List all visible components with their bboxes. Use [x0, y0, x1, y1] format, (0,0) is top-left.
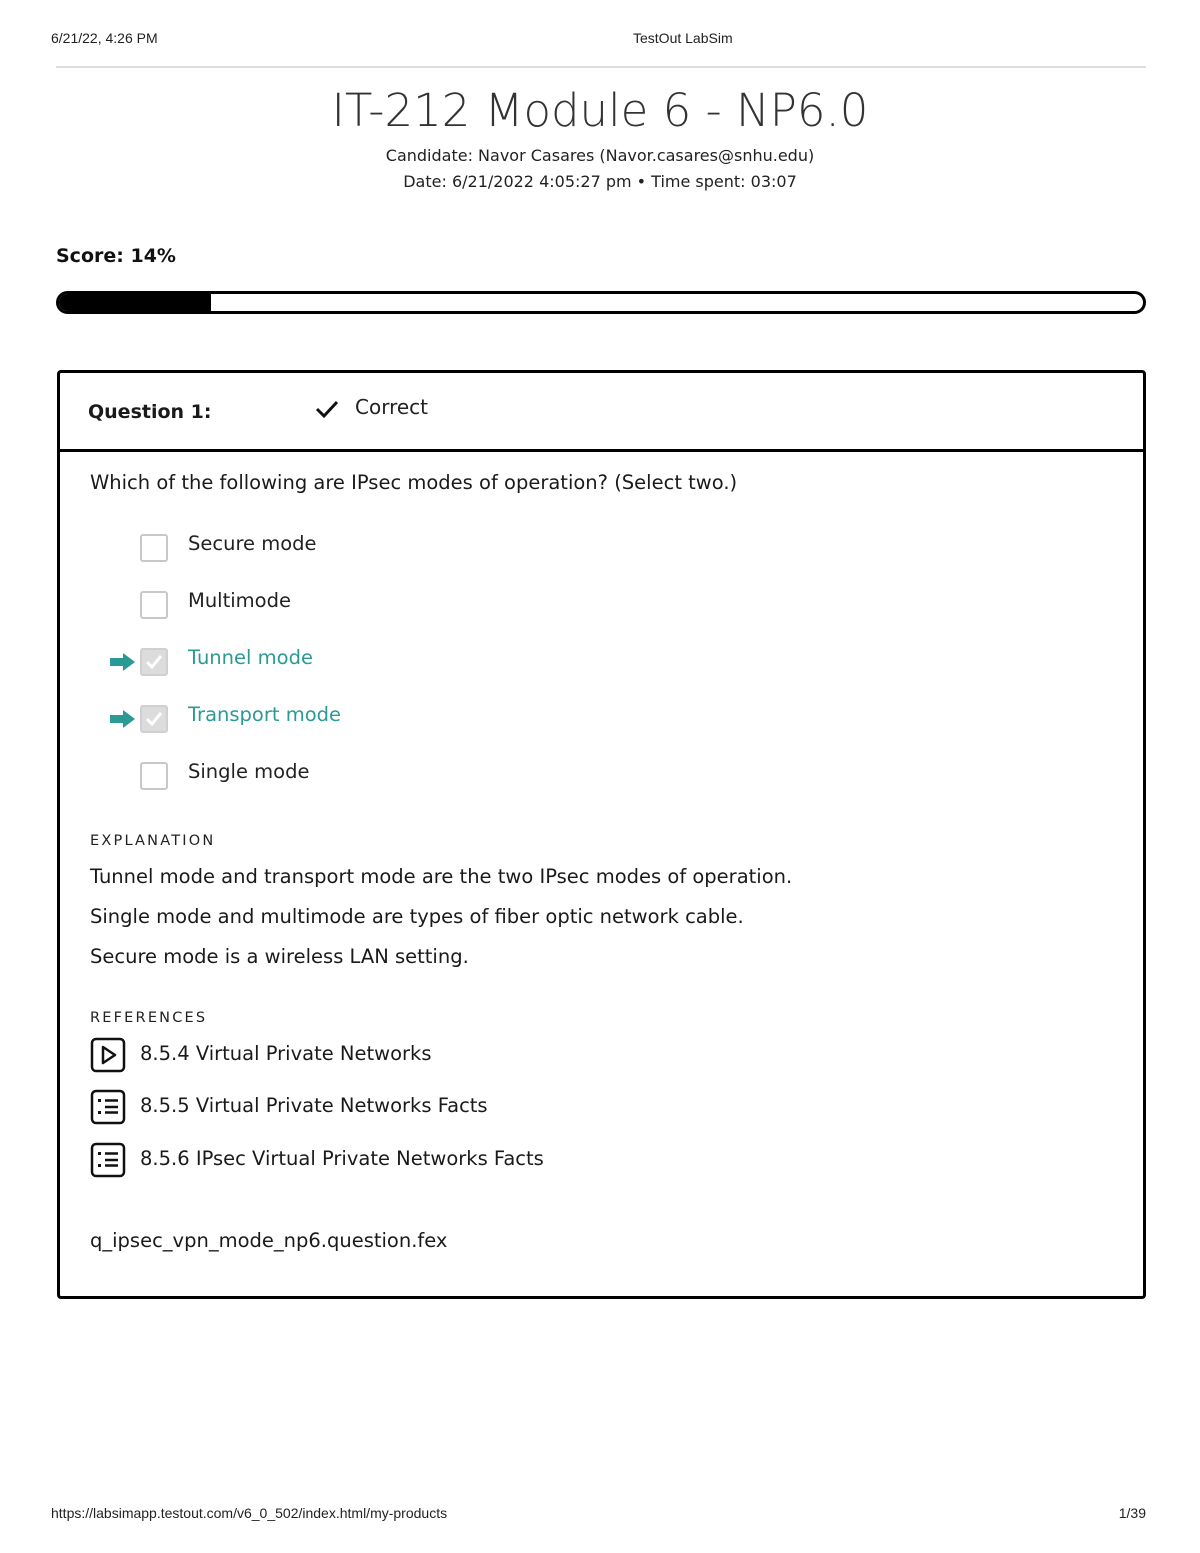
header-divider [56, 66, 1146, 68]
question-card [57, 370, 1146, 1299]
correct-answer-arrow-icon [110, 709, 136, 729]
answer-option[interactable] [110, 705, 710, 735]
option-label: Multimode [188, 589, 291, 612]
explanation-line: Tunnel mode and transport mode are the two IPsec modes of operation. [90, 865, 793, 888]
explanation-heading: EXPLANATION [90, 833, 216, 849]
reference-link[interactable] [90, 1142, 790, 1178]
question-status [315, 395, 428, 419]
print-page-number: 1/39 [1118, 1505, 1146, 1521]
reference-label: 8.5.6 IPsec Virtual Private Networks Facts [140, 1147, 544, 1170]
references-heading: REFERENCES [90, 1010, 208, 1026]
video-play-icon [90, 1037, 126, 1073]
question-prompt: Which of the following are IPsec modes of operation? (Select two.) [90, 471, 738, 494]
print-url: https://labsimapp.testout.com/v6_0_502/index.html/my-products [51, 1505, 448, 1521]
option-label: Secure mode [188, 532, 317, 555]
candidate-line: Candidate: Navor Casares (Navor.casares@snhu.edu) [385, 146, 815, 165]
print-site-title: TestOut LabSim [633, 30, 733, 46]
reference-link[interactable] [90, 1037, 790, 1073]
print-datetime: 6/21/22, 4:26 PM [51, 30, 158, 46]
option-checkbox[interactable] [140, 705, 168, 733]
print-header [51, 30, 1146, 50]
question-card-header [60, 373, 1143, 452]
status-text: Correct [355, 395, 428, 419]
option-label: Single mode [188, 760, 310, 783]
score-label: Score: 14% [56, 245, 176, 267]
option-label: Tunnel mode [188, 646, 313, 669]
explanation-line: Single mode and multimode are types of fiber optic network cable. [90, 905, 744, 928]
exam-title: IT-212 Module 6 - NP6.0 [331, 84, 869, 137]
list-document-icon [90, 1142, 126, 1178]
checkmark-icon [315, 399, 341, 419]
option-label: Transport mode [188, 703, 342, 726]
option-checkbox[interactable] [140, 762, 168, 790]
explanation-line: Secure mode is a wireless LAN setting. [90, 945, 469, 968]
answer-option[interactable] [110, 591, 710, 621]
question-file-id: q_ipsec_vpn_mode_np6.question.fex [90, 1229, 448, 1252]
reference-label: 8.5.5 Virtual Private Networks Facts [140, 1094, 488, 1117]
answer-option[interactable] [110, 534, 710, 564]
reference-label: 8.5.4 Virtual Private Networks [140, 1042, 432, 1065]
option-checkbox[interactable] [140, 591, 168, 619]
date-line: Date: 6/21/2022 4:05:27 pm • Time spent: 03:07 [403, 172, 797, 191]
answer-option[interactable] [110, 648, 710, 678]
answer-option[interactable] [110, 762, 710, 792]
option-checkbox[interactable] [140, 534, 168, 562]
reference-link[interactable] [90, 1089, 790, 1125]
correct-answer-arrow-icon [110, 652, 136, 672]
list-document-icon [90, 1089, 126, 1125]
score-progress-fill [59, 294, 211, 311]
option-checkbox[interactable] [140, 648, 168, 676]
score-progress-bar [56, 291, 1146, 314]
question-number: Question 1: [88, 401, 212, 423]
